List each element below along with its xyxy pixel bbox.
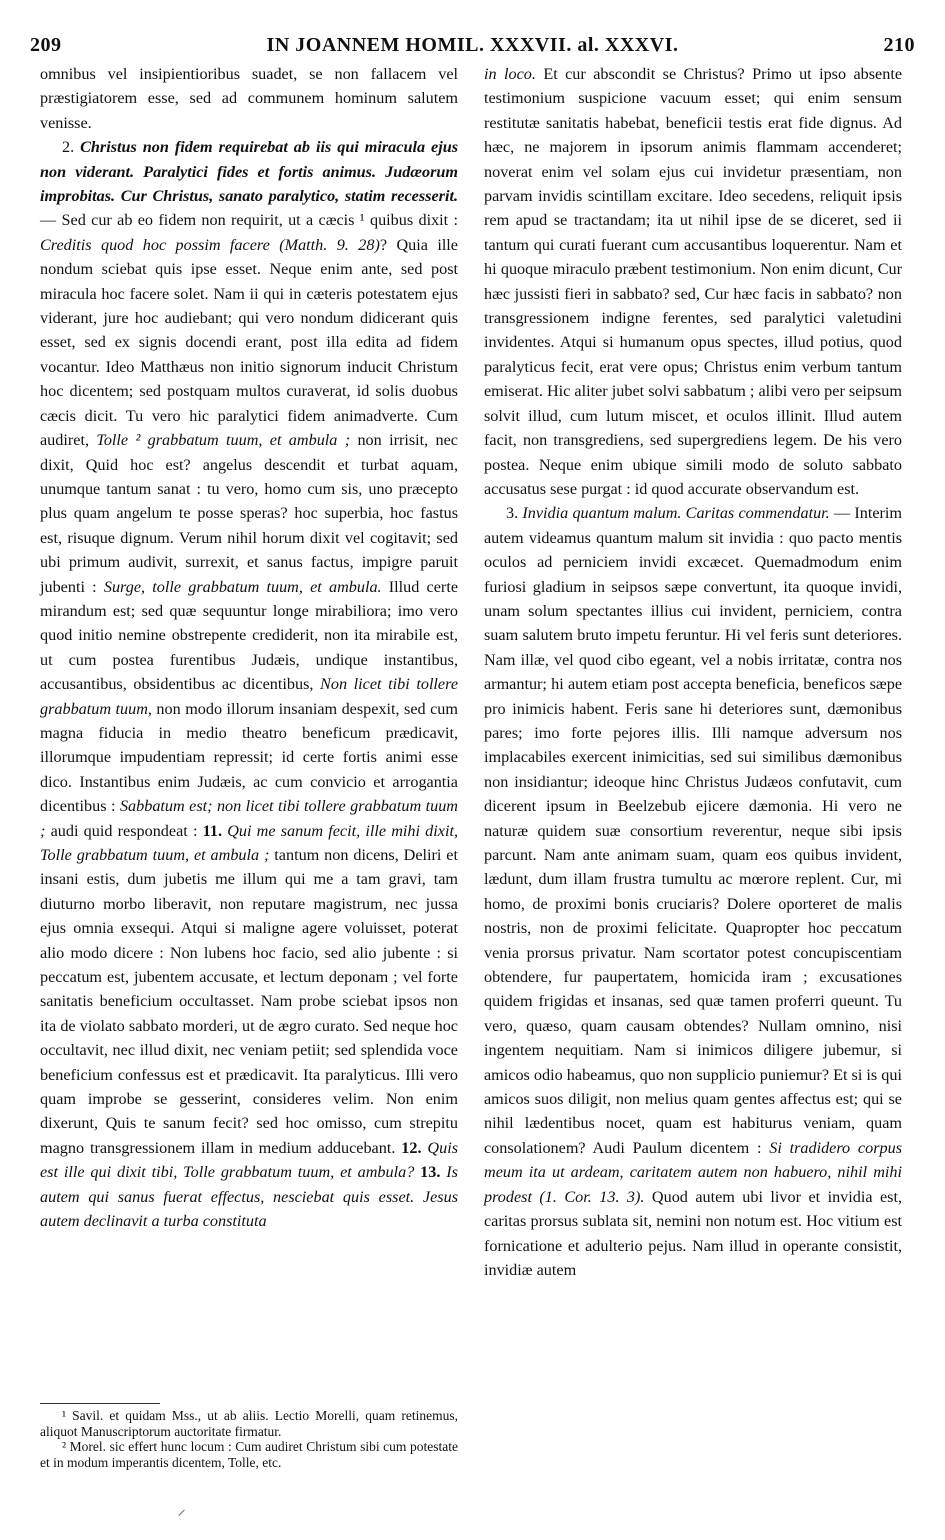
paragraph-section-2: [40, 135, 458, 1233]
scripture-quote: Quis est ille qui dixit tibi, Tolle grabbatum tuum, et ambula?: [40, 1138, 458, 1182]
text-run: Quod autem ubi livor et invidia est, caritas prorsus sublata sit, nemini non notum est. Hoc vitium est fornicatione et adulterio pejus. Nam illud in operante consistit, invidiæ autem: [484, 1187, 902, 1279]
text-run: — Sed cur ab eo fidem non requirit, ut a cæcis ¹ quibus dixit :: [40, 211, 458, 230]
verse-number: 13.: [420, 1163, 441, 1182]
text-run: audi quid respondeat :: [45, 821, 203, 840]
verse-number: 12.: [401, 1138, 422, 1157]
text-run: ? Quia ille nondum sciebat quis ipse esset. Neque enim ante, sed post miracula hoc facere solet. Nam ii qui in cæteris potestatem ejus viderant, jure hoc audiebant; qui vero nondum didicerant quis esset, sed ex signis docendi erant, post illa edita ad fidem vocantur. Ideo Matthæus non initio signorum inducit Christum hoc dicentem; sed postquam multos curaverat, id solis duobus cæcis dicit. Tu vero hic paralytici fidem animadverte. Cum audiret,: [40, 235, 458, 450]
section-number: 3.: [506, 504, 519, 523]
scripture-reference: (1. Cor. 13. 3).: [531, 1187, 645, 1206]
left-column: [40, 62, 458, 1392]
page-number-left: 209: [30, 34, 62, 56]
scripture-quote: Sabbatum est; non licet tibi tollere grabbatum tuum ;: [40, 797, 458, 840]
scripture-quote: Non licet tibi tollere grabbatum tuum,: [40, 675, 459, 718]
scripture-quote: Si tradidero corpus meum ita ut ardeam, caritatem autem non habuero, nihil mihi prodest: [484, 1138, 902, 1206]
text-run: tantum non dicens, Deliri et insani estis, dum jubetis me illum qui me a tam gravi, tam diuturno morbo liberavit, non reputare magistrum, nec jussa ejus omnia exsequi. Atqui si maligne agere voluisset, poterat alio modo dicere : Non lubens hoc facio, sed alio jubente : si peccatum est, jubentem accusate, et lectum deponam ; vel forte sanitatis beneficium occultasset. Nam probe sciebat ipsos non ita de violato sabbato morderi, ut de ægro curato. Sed neque hoc occultavit, nec illud dixit, nec veniam petiit; sed splendida voce beneficium confessus est et prædicavit. Ita paralyticus. Illi vero quam improbe se gesserint, consideres velim. Non enim dixerunt, Quis te sanum fecit? sed hoc omisso, cum strepitu magno transgressionem illam in medium adducebant.: [40, 846, 458, 1157]
scripture-reference: (Matth. 9. 28): [269, 235, 380, 254]
footnote-1: ¹ Savil. et quidam Mss., ut ab aliis. Lectio Morelli, quam retinemus, aliquot Manuscriptorum auctoritate firmatur.: [40, 1408, 458, 1439]
text-run: non modo illorum insaniam despexit, sed cum magna fiducia in medio theatro beneficum prædicavit, illorumque impudentiam repressit; id certe fortis animi esse dico. Instantibus enim Judæis, ac cum convicio et arrogantia dicentibus :: [40, 699, 458, 816]
footnotes: [40, 1408, 458, 1470]
footnote-2: ² Morel. sic effert hunc locum : Cum audiret Christum sibi cum potestate et in modum imperantis dicentem, Tolle, etc.: [40, 1439, 458, 1470]
running-header: [30, 34, 915, 58]
section-number: 2.: [62, 138, 75, 157]
scripture-quote: Is autem qui sanus fuerat effectus, nesciebat quis esset. Jesus autem declinavit a turba constituta: [40, 1163, 458, 1231]
text-run: — Interim autem videamus quantum malum sit invidia : quo pacto mentis oculos ad perniciem invidi excæcet. Quemadmodum enim furiosi gladium in seipsos sæpe convertunt, ita quoque invidi, unam solum spectantes illius cui invident, perniciem, contra suam salutem bruto impetu feruntur. Hi vel feris sunt deteriores. Nam illæ, vel quod cibo egeant, vel a nobis irritatæ, contra nos armantur; hi autem etiam post accepta beneficia, beneficos sæpe pro inimicis habent. Feris sane hi deteriores sunt, dæmonibus pares; imo forte pejores illis. Illi namque adversum nos implacabiles exercent inimicitias, sed sui similibus dæmonibus non insidiantur; ideoque hinc Christus Judæos confutavit, cum dicerent ipsum in Beelzebub ejicere dæmonia. Hi vero ne naturæ quidem suæ consortium reverentur, neque sibi ipsis parcunt. Nam ante animam suam, quam eos quibus invident, lædunt, dum illam frustra tumultu ac mœrore replent. Cur, mi homo, de proximi bonis cruciaris? Dolere oporteret de malis nostris, non de proximi felicitate. Quapropter hoc peccatum venia prorsus privatur. Nam scortator potest concupiscentiam obtendere, fur paupertatem, homicida iram ; excusationes quidem frigidas et insanas, sed quæ tamen proferri queunt. Tu vero, quæso, quam causam obtendes? Nullam omnino, nisi ingentem nequitiam. Nam si inimicos diligere jubemur, si amicos odio habeamus, quo non supplicio puniemur? Et si is qui amicos suos diligit, non melius quam gentes affectus est; qui se nihil lædentibus nocet, quam est habiturus veniam, quam consolationem? Audi Paulum dicentem :: [484, 504, 903, 1157]
footnote-rule: [40, 1403, 160, 1404]
stray-mark: [178, 1509, 185, 1516]
paragraph-section-3: [484, 501, 902, 1282]
text-run: non irrisit, nec dixit, Quid hoc est? angelus descendit et turbat aquam, unumque tantum sanat : tu vero, homo cum sis, uno præcepto plus quam angelum te posse speras? hoc superbia, hoc fastus est, risuque dignum. Verum nihil horum dixit vel cogitavit; sed ubi primum audivit, surrexit, et sanus factus, impigre paruit jubenti :: [40, 431, 458, 596]
page-number-right: 210: [883, 34, 915, 56]
right-column: [484, 62, 902, 1502]
text-run: Et cur abscondit se Christus? Primo ut ipso absente testimonium suspicione vacuum esset; qui enim sensum restitutæ sanitatis habebat, beneficii testis erat fide dignus. Ad hæc, ne majorem in ipsorum animis flammam accenderet; noverat enim vel solam ejus cui invidetur præsentiam, non parvam invidis scintillam excitare. Ideo secedens, reliquit ipsis rem apud se tractandam; ita ut nihil ipse de se diceret, sed ii tantum qui curati fuerant cum accusantibus loquerentur. Nam et hi quoque miraculo præbent testimonium. Non enim dicunt, Cur hæc jussisti fieri in sabbato? sed, Cur hæc facis in sabbato? non transgressionem indigne ferentes, sed paralytici valetudini invidentes. Atqui si humanum opus spectes, illud potius, quod paralyticus fecit, erat vere opus; Christus enim verbum tantum emiserat. Hic aliter jubet solvi sabbatum ; alibi vero per seipsum solvit illud, cum lutum miscet, et oculos illinit. Illud autem facit, non transgrediens, sed supergrediens legem. De his vero postea. Neque enim ubique simili modo de soluto sabbato accusatus sese purgat : id quod accurate observandum est.: [484, 65, 902, 498]
scripture-quote: in loco.: [484, 65, 536, 83]
scripture-quote: Surge, tolle grabbatum tuum, et ambula.: [103, 577, 382, 596]
running-title: IN JOANNEM HOMIL. XXXVII. al. XXXVI.: [266, 34, 679, 56]
paragraph: omnibus vel insipientioribus suadet, se non fallacem vel præstigiatorem esse, sed ad communem hominum salutem venisse.: [40, 65, 458, 132]
scripture-quote: Tolle ² grabbatum tuum, et ambula ;: [96, 431, 351, 450]
verse-number: 11.: [202, 821, 222, 840]
paragraph-continuation: [484, 62, 902, 501]
scripture-quote: Creditis quod hoc possim facere: [40, 235, 270, 254]
section-heading: Christus non fidem requirebat ab iis qui miracula ejus non viderant. Paralytici fides et fortis animus. Judæorum improbitas. Cur Christus, sanato paralytico, statim recesserit.: [40, 138, 459, 206]
scripture-quote: Qui me sanum fecit, ille mihi dixit, Tolle grabbatum tuum, et ambula ;: [40, 821, 459, 864]
text-run: Illud certe mirandum est; sed quæ sequuntur longe mirabiliora; imo vero quod initio nemine obstrepente crediderit, non ita mirabile est, ut cum postea furentibus Judæis, undique instantibus, accusantibus, obsidentibus ac dicentibus,: [40, 577, 459, 694]
section-heading: Invidia quantum malum. Caritas commendatur.: [522, 504, 830, 523]
